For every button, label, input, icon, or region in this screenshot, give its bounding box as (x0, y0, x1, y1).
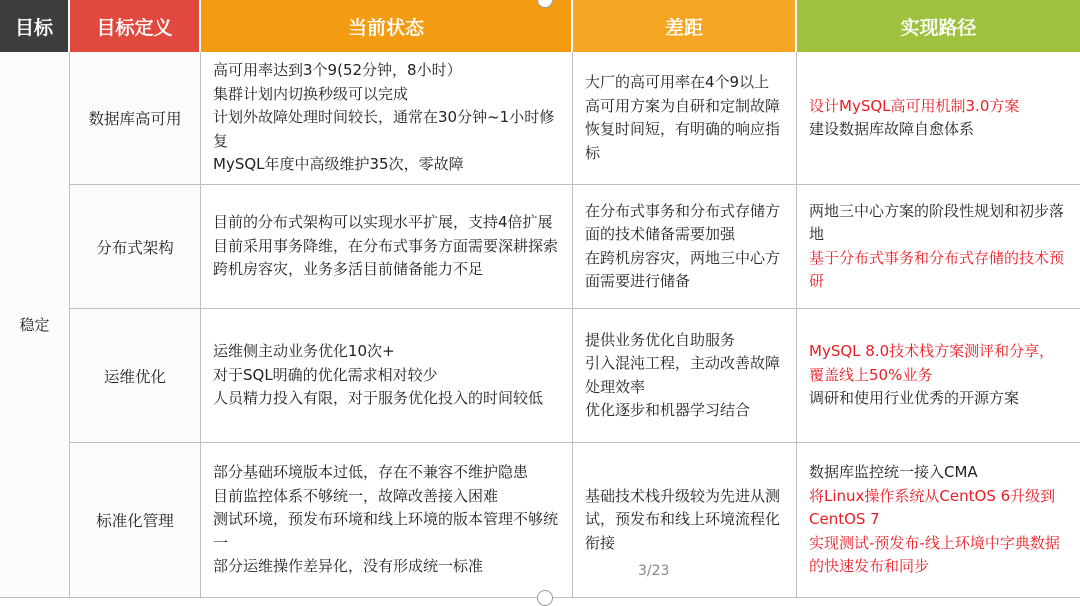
path-cell (797, 185, 1080, 309)
text-line: 在跨机房容灾，两地三中心方面需要进行储备 (585, 248, 781, 290)
text-line: 实现测试-预发布-线上环境中字典数据的快速发布和同步 (809, 533, 1060, 576)
text-line: 数据库监控统一接入CMA (809, 463, 978, 482)
text-line: 人员精力投入有限，对于服务优化投入的时间较低 (213, 389, 544, 408)
definition-cell: 标准化管理 (70, 443, 201, 598)
text-line: 目前监控体系不够统一，故障改善接入困难 (213, 486, 499, 505)
text-line: 调研和使用行业优秀的开源方案 (809, 389, 1020, 408)
text-line: 大厂的高可用率在4个9以上 (585, 73, 770, 91)
header-goal: 目标 (0, 0, 70, 52)
text-line: MySQL年度中高级维护35次，零故障 (213, 155, 464, 174)
gap-cell (573, 309, 797, 443)
current-state-cell (201, 185, 573, 309)
text-line: 集群计划内切换秒级可以完成 (213, 84, 409, 103)
text-line: 提供业务优化自助服务 (585, 330, 736, 349)
text-line: 基于分布式事务和分布式存储的技术预研 (809, 248, 1065, 290)
text-line: 目前采用事务降维，在分布式事务方面需要深耕探索 (213, 236, 559, 255)
text-line: 引入混沌工程，主动改善故障处理效率 (585, 354, 781, 396)
goal-cell: 稳定 (0, 52, 70, 598)
text-line: 设计MySQL高可用机制3.0方案 (809, 96, 1020, 115)
text-line: 优化逐步和机器学习结合 (585, 401, 751, 419)
current-state-cell (201, 52, 573, 185)
header-current-state: 当前状态 (201, 0, 573, 52)
header-path: 实现路径 (797, 0, 1080, 52)
header-gap: 差距 (573, 0, 797, 52)
gap-cell (573, 52, 797, 185)
text-line: 在分布式事务和分布式存储方面的技术储备需要加强 (585, 201, 781, 243)
text-line: 目前的分布式架构可以实现水平扩展，支持4倍扩展 (213, 213, 553, 232)
path-cell (797, 443, 1080, 598)
text-line: 测试环境，预发布环境和线上环境的版本管理不够统一 (213, 510, 559, 552)
gap-cell (573, 185, 797, 309)
text-line: 建设数据库故障自愈体系 (809, 120, 975, 138)
text-line: MySQL 8.0技术栈方案测评和分享，覆盖线上50%业务 (809, 342, 1055, 384)
text-line: 高可用方案为自研和定制故障恢复时间短，有明确的响应指标 (585, 96, 781, 162)
text-line: 跨机房容灾，业务多活目前储备能力不足 (213, 260, 484, 279)
page-number: 3/23 (638, 563, 670, 579)
resize-handle-bottom[interactable] (537, 590, 553, 606)
text-line: 计划外故障处理时间较长，通常在30分钟~1小时修复 (213, 108, 555, 150)
gap-cell (573, 443, 797, 598)
text-line: 两地三中心方案的阶段性规划和初步落地 (809, 201, 1065, 243)
header-definition: 目标定义 (70, 0, 201, 52)
definition-cell: 分布式架构 (70, 185, 201, 309)
text-line: 基础技术栈升级较为先进从测试，预发布和线上环境流程化衔接 (585, 486, 781, 552)
text-line: 运维侧主动业务优化10次+ (213, 342, 395, 361)
path-cell (797, 52, 1080, 185)
current-state-cell (201, 443, 573, 598)
definition-cell: 运维优化 (70, 309, 201, 443)
text-line: 部分基础环境版本过低，存在不兼容不维护隐患 (213, 463, 529, 482)
definition-cell: 数据库高可用 (70, 52, 201, 185)
text-line: 部分运维操作差异化，没有形成统一标准 (213, 557, 484, 576)
current-state-cell (201, 309, 573, 443)
path-cell (797, 309, 1080, 443)
text-line: 对于SQL明确的优化需求相对较少 (213, 365, 438, 384)
text-line: 高可用率达到3个9(52分钟，8小时） (213, 61, 462, 80)
text-line: 将Linux操作系统从CentOS 6升级到CentOS 7 (809, 486, 1056, 529)
